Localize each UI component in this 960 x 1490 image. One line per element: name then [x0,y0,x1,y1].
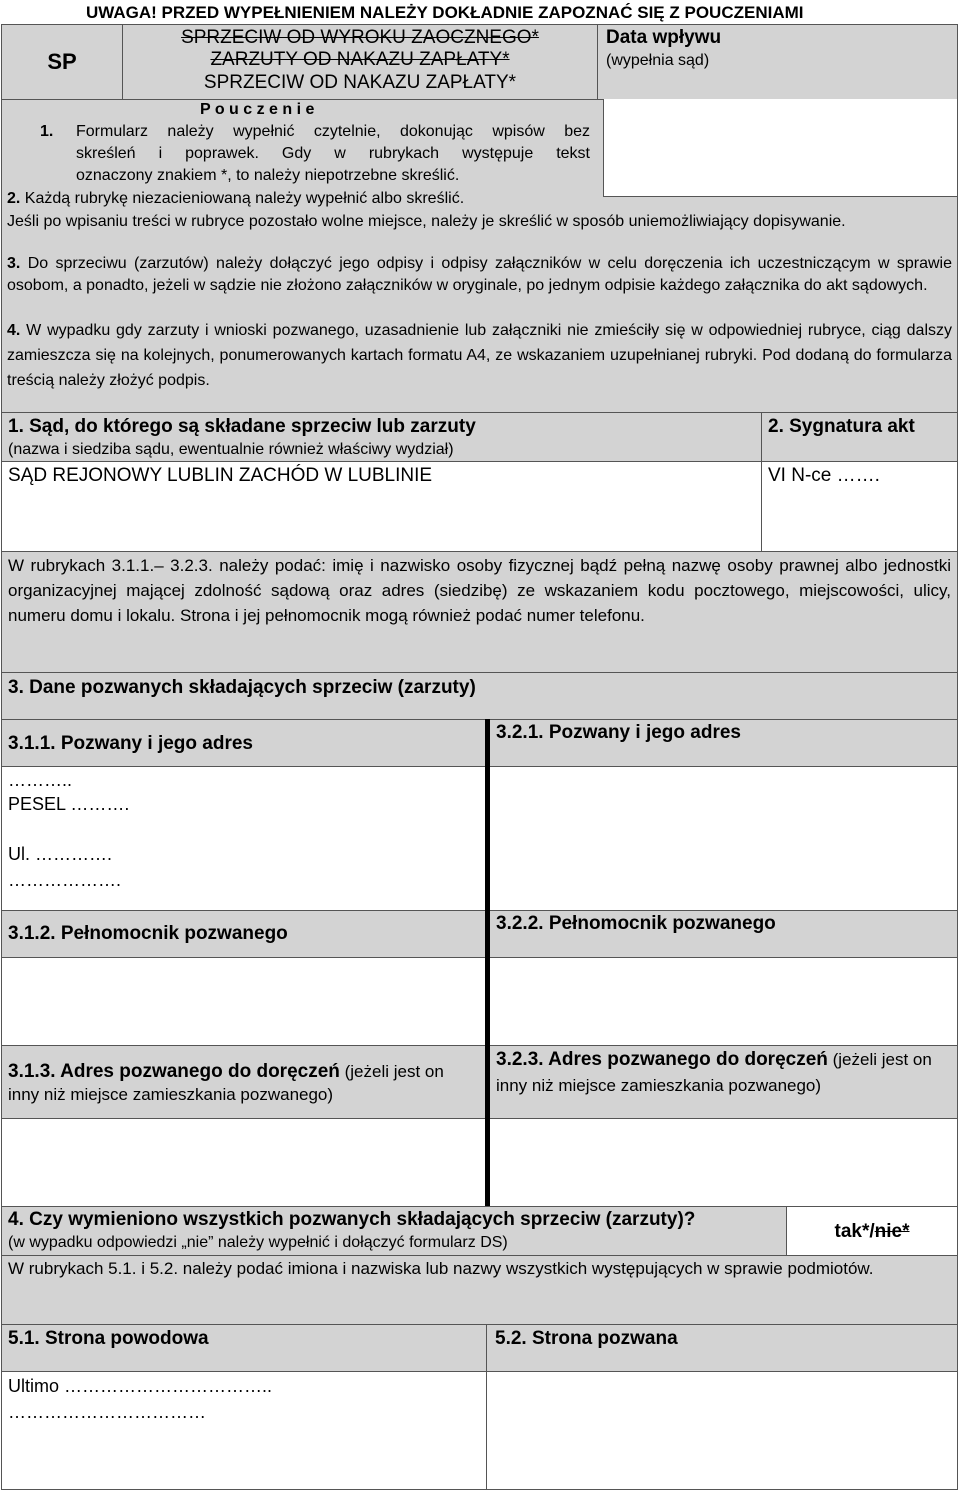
title-line-1: SPRZECIW OD WYROKU ZAOCZNEGO* [181,27,539,48]
court-hint: (nazwa i siedziba sądu, ewentualnie również właściwy wydział) [8,441,454,458]
service-address-1-field[interactable] [1,1118,487,1207]
plaintiff-field[interactable] [1,1371,487,1490]
rubric-note-2: W rubrykach 5.1. i 5.2. należy podać imiona i nazwiska lub nazwy wszystkich występujących w sprawie podmiotów. [8,1259,874,1278]
instruction-4 [7,318,952,393]
defendant-1-street: Ul. …………. [8,844,113,864]
section-4-hint: (w wypadku odpowiedzi „nie” należy wypełnić i dołączyć formularz DS) [8,1234,508,1251]
receipt-date-header [597,24,958,100]
defendant-1-pesel: PESEL ………. [8,794,130,814]
receipt-date-field[interactable] [603,99,958,197]
title-line-2: ZARZUTY OD NAKAZU ZAPŁATY* [210,49,510,70]
instructions-heading: P o u c z e n i e [200,101,315,118]
instruction-2-number: 2. [7,190,21,207]
service-address-1-label [8,1060,478,1106]
instruction-2-line-b: Jeśli po wpisaniu treści w rubryce pozostało wolne miejsce, należy je skreślić w sposób uniemożliwiający dopisywanie. [7,213,846,230]
section-4-question-box [1,1206,787,1256]
instruction-1-line-b: skreśleń i poprawek. Gdy w rubrykach występuje tekst [76,145,590,162]
service-address-2-field[interactable] [487,1118,958,1207]
instruction-4-number: 4. [7,322,21,339]
defendant-2-field[interactable] [487,766,958,911]
instruction-4-text: W wypadku gdy zarzuty i wnioski pozwanego, uzasadnienie lub załączniki nie zmieściły się w odpowiedniej rubryce, ciąg dalszy zamieszcza się na kolejnych, ponumerowanych kartach formatu A4, ze wskazaniem uzupełnianej rubryki. Pod dodaną do formularza treścią należy złożyć podpis. [7,322,952,389]
service-address-2-label-box [487,1045,958,1119]
instruction-3-number: 3. [7,255,21,272]
plaintiff-label: 5.1. Strona powodowa [8,1328,209,1349]
plaintiff-line-2: …………………………… [8,1402,206,1422]
form-code-box [1,24,123,100]
warning-banner: UWAGA! PRZED WYPEŁNIENIEM NALEŻY DOKŁADNIE ZAPOZNAĆ SIĘ Z POUCZENIAMI [86,3,804,22]
court-label-box [1,412,762,462]
receipt-date-note: (wypełnia sąd) [606,52,710,69]
signature-field[interactable] [761,461,958,552]
service-address-2-label-bold: 3.2.3. Adres pozwanego do doręczeń [496,1049,828,1070]
rubric-note-2-box [1,1255,958,1325]
instruction-1-line-a: Formularz należy wypełnić czytelnie, dokonując wpisów bez [76,123,590,140]
instruction-3-text: Do sprzeciwu (zarzutów) należy dołączyć jego odpisy i odpisy załączników w celu doręczenia ich uczestniczącym w sprawie osobom, a ponadto, jeżeli w sądzie nie złożono załączników w oryginale, po jednym odpisie każdego załącznika do akt sądowych. [7,255,952,294]
service-address-1-label-rest: (jeżeli jest on inny niż miejsce zamieszkania pozwanego) [8,1062,444,1104]
section-4-question: 4. Czy wymieniono wszystkich pozwanych składających sprzeciw (zarzuty)? [8,1209,696,1230]
section-4-answer [787,1220,957,1244]
defendant-1-field[interactable] [1,766,487,911]
defendant-2-label: 3.2.1. Pozwany i jego adres [496,722,741,743]
instruction-2 [7,189,597,209]
signature-label: 2. Sygnatura akt [768,416,915,437]
defendant-1-label-box [1,719,487,767]
defendant-2-label-box [487,719,958,767]
defendant-party-field[interactable] [486,1371,958,1490]
service-address-1-label-box [1,1045,487,1119]
signature-value: VI N-ce ……. [768,465,880,486]
section-3-title: 3. Dane pozwanych składających sprzeciw (zarzuty) [8,677,476,698]
section-4-answer-field[interactable] [786,1206,958,1256]
attorney-1-label: 3.1.2. Pełnomocnik pozwanego [8,923,288,944]
court-field[interactable] [1,461,762,552]
attorney-1-label-box [1,910,487,958]
defendant-1-line-1: ……….. [8,770,73,790]
defendant-1-line-4: ………………. [8,870,122,890]
column-divider [485,719,490,1207]
section-3-header [1,672,958,720]
instruction-1-number: 1. [40,123,54,140]
form-code: SP [47,49,77,74]
instruction-1-line-c: oznaczony znakiem *, to należy niepotrzebne skreślić. [76,167,460,184]
defendant-party-label: 5.2. Strona pozwana [495,1328,678,1349]
instruction-2-line-a: Każdą rubrykę niezacieniowaną należy wypełnić albo skreślić. [24,190,465,207]
receipt-date-label: Data wpływu [606,27,722,48]
answer-yes: tak*/ [834,1221,875,1242]
court-value: SĄD REJONOWY LUBLIN ZACHÓD W LUBLINIE [8,465,433,486]
plaintiff-label-box [1,1324,487,1372]
attorney-1-field[interactable] [1,957,487,1046]
signature-label-box [761,412,958,462]
rubric-note-box [1,551,958,673]
plaintiff-line-1: Ultimo …………………………….. [8,1376,273,1396]
instruction-3 [7,253,952,297]
defendant-party-label-box [486,1324,958,1372]
attorney-2-label-box [487,910,958,958]
service-address-2-label [496,1047,951,1099]
court-label: 1. Sąd, do którego są składane sprzeciw lub zarzuty [8,416,476,437]
answer-no: nie* [874,1221,910,1242]
service-address-1-label-bold: 3.1.3. Adres pozwanego do doręczeń [8,1061,340,1082]
title-line-3: SPRZECIW OD NAKAZU ZAPŁATY* [203,72,517,93]
form-title-box [122,24,598,100]
rubric-note: W rubrykach 3.1.1.– 3.2.3. należy podać: imię i nazwisko osoby fizycznej bądź pełną nazwę osoby prawnej albo jednostki organizacyjnej mającej zdolność sądową oraz adres (siedzibę) ze wskazaniem kodu pocztowego, miejscowości, ulicy, numeru domu i lokalu. Strona i jej pełnomocnik mogą również podać numer telefonu. [8,556,951,625]
defendant-1-label: 3.1.1. Pozwany i jego adres [8,733,253,754]
attorney-2-label: 3.2.2. Pełnomocnik pozwanego [496,913,776,934]
service-address-2-label-rest: (jeżeli jest on inny niż miejsce zamieszkania pozwanego) [496,1050,932,1095]
attorney-2-field[interactable] [487,957,958,1046]
